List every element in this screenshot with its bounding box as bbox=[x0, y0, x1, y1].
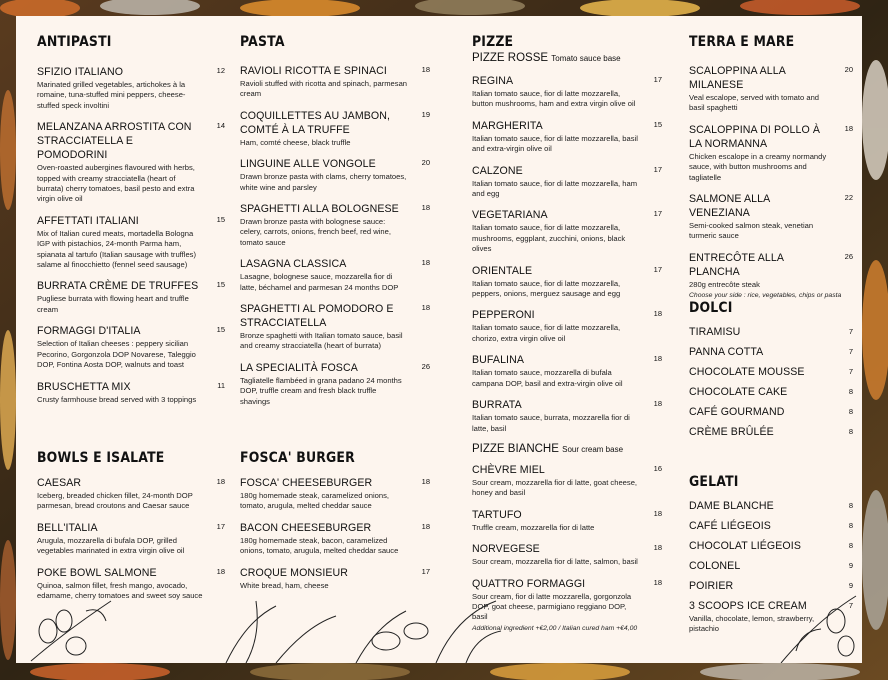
item-description: 280g entrecôte steak bbox=[689, 279, 760, 289]
menu-item bbox=[472, 398, 662, 434]
item-price: 18 bbox=[421, 303, 430, 313]
item-price: 15 bbox=[216, 214, 225, 224]
item-description: Veal escalope, served with tomato and basil spaghetti bbox=[689, 93, 820, 113]
section-title: FOSCA' BURGER bbox=[240, 450, 355, 466]
item-description: Semi-cooked salmon steak, venetian turmeric sauce bbox=[689, 221, 814, 241]
item-price: 18 bbox=[216, 566, 225, 576]
item-price: 22 bbox=[844, 193, 853, 203]
item-description: Drawn bronze pasta with clams, cherry tomatoes, white wine and parsley bbox=[240, 172, 407, 192]
section-terra bbox=[689, 34, 853, 299]
menu-item bbox=[240, 521, 430, 557]
item-description: Tagliatelle flambéed in grana padano 24 months DOP, truffle cream and fresh black truffle shavings bbox=[240, 375, 402, 406]
item-price: 7 bbox=[848, 601, 853, 610]
item-name: COQUILLETTES AU JAMBON, COMTÉ À LA TRUFFE bbox=[240, 109, 391, 136]
menu-item bbox=[689, 64, 853, 114]
item-price: 18 bbox=[421, 521, 430, 531]
subsection-rosse bbox=[472, 52, 662, 64]
item-description: Italian tomato sauce, fior di latte mozzarella, ham and egg bbox=[472, 178, 638, 199]
item-description: Italian tomato sauce, fior di latte mozzarella, peppers, onions, merguez sausage and egg bbox=[472, 278, 621, 299]
item-description: Drawn bronze pasta with bolognese sauce: celery, carrots, onions, french beef, red wine, tomato sauce bbox=[240, 217, 391, 247]
menu-item bbox=[240, 257, 430, 293]
menu-item bbox=[689, 520, 853, 533]
menu-item bbox=[240, 302, 430, 352]
olive-branch-icon bbox=[26, 591, 116, 663]
item-description: Bronze spaghetti with Italian tomato sauce, basil and creamy stracciatella (heart of burrata) bbox=[240, 331, 403, 351]
item-description: Italian tomato sauce, fior di latte mozzarella, mushrooms, eggplant, zucchini, onions, black olives bbox=[472, 223, 626, 254]
item-description: 180g homemade steak, caramelized onions, tomato, arugula, melted cheddar sauce bbox=[240, 491, 390, 511]
menu-item bbox=[689, 500, 853, 513]
item-price: 11 bbox=[217, 380, 225, 390]
item-name: POIRIER bbox=[689, 580, 734, 592]
item-price: 15 bbox=[216, 280, 225, 290]
item-name: BURRATA CRÈME DE TRUFFES bbox=[37, 280, 199, 293]
item-price: 20 bbox=[844, 65, 853, 74]
item-description: Sour cream, mozzarella fior di latte, salmon, basil bbox=[472, 557, 638, 567]
item-name: ENTRECÔTE ALLA PLANCHA bbox=[689, 251, 784, 278]
item-price: 15 bbox=[216, 325, 225, 335]
section-bowls bbox=[37, 450, 225, 610]
item-name: CRÈME BRÛLÉE bbox=[689, 426, 774, 438]
menu-item bbox=[240, 109, 430, 148]
item-price: 18 bbox=[421, 477, 430, 486]
item-name: CROQUE MONSIEUR bbox=[240, 566, 349, 579]
section-title: GELATI bbox=[689, 474, 739, 490]
item-description: Sour cream, mozzarella fior di latte, goat cheese, honey and basil bbox=[472, 477, 638, 498]
item-name: VEGETARIANA bbox=[472, 209, 548, 222]
item-name: CALZONE bbox=[472, 164, 523, 177]
item-name: AFFETTATI ITALIANI bbox=[37, 214, 139, 227]
item-name: POKE BOWL SALMONE bbox=[37, 566, 157, 579]
section-title: TERRA E MARE bbox=[689, 34, 795, 50]
menu-item bbox=[689, 326, 853, 339]
menu-item bbox=[37, 214, 225, 271]
menu-item bbox=[472, 463, 662, 499]
section-burger bbox=[240, 450, 430, 600]
menu-item bbox=[37, 65, 225, 111]
item-name: 3 SCOOPS ICE CREAM bbox=[689, 600, 807, 612]
item-list bbox=[689, 64, 853, 290]
menu-item bbox=[472, 119, 662, 155]
item-price: 8 bbox=[848, 521, 853, 530]
item-price: 15 bbox=[653, 119, 662, 129]
item-name: FORMAGGI D'ITALIA bbox=[37, 325, 141, 338]
item-price: 18 bbox=[653, 508, 662, 518]
item-name: CAFÉ GOURMAND bbox=[689, 406, 785, 418]
item-price: 8 bbox=[848, 387, 853, 396]
item-description: 180g homemade steak, bacon, caramelized onions, tomato, arugula, melted cheddar sauce bbox=[240, 535, 399, 556]
menu-item bbox=[689, 426, 853, 439]
item-price: 17 bbox=[421, 566, 430, 576]
item-description: Italian tomato sauce, fior di latte mozzarella, button mushrooms, ham and extra virgin olive oil bbox=[472, 89, 636, 109]
item-description: Italian tomato sauce, burrata, mozzarella fior di latte, basil bbox=[472, 413, 630, 433]
item-name: FOSCA' CHEESEBURGER bbox=[240, 477, 373, 489]
item-price: 18 bbox=[653, 399, 662, 409]
subsection-subtitle: Sour cream base bbox=[562, 444, 624, 454]
item-price: 18 bbox=[653, 354, 662, 364]
item-name: DAME BLANCHE bbox=[689, 500, 774, 512]
item-price: 14 bbox=[216, 121, 225, 131]
menu-item bbox=[689, 560, 853, 573]
item-name: LINGUINE ALLE VONGOLE bbox=[240, 158, 376, 171]
item-name: LASAGNA CLASSICA bbox=[240, 258, 347, 271]
menu-item bbox=[240, 566, 430, 591]
item-name: SCALOPPINA DI POLLO À LA NORMANNA bbox=[689, 123, 821, 150]
menu-item bbox=[472, 542, 662, 567]
item-name: BURRATA bbox=[472, 399, 522, 412]
item-name: COLONEL bbox=[689, 560, 741, 572]
item-name: CHÈVRE MIEL bbox=[472, 463, 545, 476]
subsection-bianche bbox=[472, 443, 662, 455]
item-name: TIRAMISU bbox=[689, 326, 741, 338]
menu-item bbox=[689, 386, 853, 399]
menu-item bbox=[472, 74, 662, 110]
item-name: BRUSCHETTA MIX bbox=[37, 380, 131, 393]
section-title: ANTIPASTI bbox=[37, 34, 112, 50]
item-description: Mix of Italian cured meats, mortadella Bologna IGP with pistachios, 24-month Parma ham, spianata al tartufo (Italian sausage with truffles) salame al finocchietto (fennel seed sausage) bbox=[37, 228, 196, 270]
item-name: MELANZANA ARROSTITA CON STRACCIATELLA E POMODORINI bbox=[37, 121, 192, 162]
section-pizze bbox=[472, 34, 662, 632]
item-name: PEPPERONI bbox=[472, 309, 535, 322]
item-description: Vanilla, chocolate, lemon, strawberry, pistachio bbox=[689, 614, 815, 634]
item-price: 18 bbox=[844, 123, 853, 133]
section-title: PIZZE bbox=[472, 34, 514, 50]
item-price: 9 bbox=[848, 581, 853, 590]
menu-item bbox=[37, 380, 225, 405]
menu-item bbox=[240, 64, 430, 100]
menu-item bbox=[37, 324, 225, 370]
item-name: SFIZIO ITALIANO bbox=[37, 66, 124, 78]
pizza-note: Additional ingredient +€2,00 / Italian cured ham +€4,00 bbox=[472, 624, 638, 632]
olive-branch-icon bbox=[776, 591, 862, 663]
item-price: 18 bbox=[216, 477, 225, 486]
item-list bbox=[689, 326, 853, 439]
item-list bbox=[240, 64, 430, 407]
item-price: 7 bbox=[848, 347, 853, 356]
menu-item bbox=[689, 251, 853, 290]
item-description: Oven-roasted aubergines flavoured with herbs, topped with creamy stracciatella (heart of burrata) cherry tomatoes, basil pesto and extra virgin olive oil bbox=[37, 163, 195, 204]
item-description: Iceberg, breaded chicken fillet, 24-month DOP parmesan, bread croutons and Caesar sauce bbox=[37, 491, 193, 511]
item-name: CHOCOLATE MOUSSE bbox=[689, 366, 805, 378]
item-name: SPAGHETTI ALLA BOLOGNESE bbox=[240, 203, 399, 216]
item-name: LA SPECIALITÀ FOSCA bbox=[240, 361, 358, 374]
item-price: 18 bbox=[421, 258, 430, 268]
section-pasta bbox=[240, 34, 430, 416]
item-description: Chicken escalope in a creamy normandy sauce, with button mushrooms and tagliatelle bbox=[689, 151, 827, 182]
item-price: 18 bbox=[653, 309, 662, 319]
menu-item bbox=[472, 164, 662, 200]
item-description: Marinated grilled vegetables, artichokes à la romaine, tuna-stuffed mini peppers, cheese-stuffed speck involtini bbox=[37, 80, 186, 110]
menu-item bbox=[37, 120, 225, 205]
menu-item bbox=[37, 279, 225, 315]
item-price: 17 bbox=[653, 75, 662, 84]
item-name: QUATTRO FORMAGGI bbox=[472, 577, 586, 590]
item-description: Arugula, mozzarella di bufala DOP, grilled vegetables marinated in extra virgin olive oil bbox=[37, 535, 185, 556]
section-antipasti bbox=[37, 34, 225, 414]
item-name: SALMONE ALLA VENEZIANA bbox=[689, 193, 770, 220]
menu-item bbox=[240, 361, 430, 407]
item-description: White bread, ham, cheese bbox=[240, 580, 329, 590]
item-name: RAVIOLI RICOTTA E SPINACI bbox=[240, 65, 387, 77]
item-description: Ravioli stuffed with ricotta and spinach, parmesan cream bbox=[240, 79, 408, 99]
item-price: 26 bbox=[844, 251, 853, 261]
item-list bbox=[37, 65, 225, 405]
menu-item bbox=[37, 521, 225, 557]
item-price: 9 bbox=[848, 561, 853, 570]
menu-item bbox=[37, 476, 225, 512]
item-price: 8 bbox=[848, 501, 853, 510]
menu-item bbox=[689, 366, 853, 379]
item-name: SCALOPPINA ALLA MILANESE bbox=[689, 65, 786, 91]
item-price: 17 bbox=[653, 209, 662, 219]
item-name: MARGHERITA bbox=[472, 119, 543, 132]
item-description: Italian tomato sauce, mozzarella di bufala campana DOP, basil and extra-virgin olive oil bbox=[472, 368, 623, 388]
item-name: REGINA bbox=[472, 75, 514, 87]
item-price: 7 bbox=[848, 367, 853, 376]
item-name: TARTUFO bbox=[472, 508, 522, 521]
subsection-subtitle: Tomato sauce base bbox=[551, 54, 621, 63]
item-price: 17 bbox=[653, 264, 662, 274]
item-price: 8 bbox=[848, 427, 853, 436]
item-description: Italian tomato sauce, fior di latte mozzarella, chorizo, extra virgin olive oil bbox=[472, 323, 621, 343]
menu-item bbox=[472, 264, 662, 300]
item-description: Crusty farmhouse bread served with 3 toppings bbox=[37, 394, 197, 404]
subsection-title: PIZZE ROSSE bbox=[472, 52, 549, 64]
item-name: CHOCOLAT LIÉGEOIS bbox=[689, 540, 801, 552]
item-description: Truffle cream, mozzarella fior di latte bbox=[472, 522, 595, 532]
item-price: 17 bbox=[653, 164, 662, 174]
item-name: BELL'ITALIA bbox=[37, 521, 98, 534]
section-title: PASTA bbox=[240, 34, 285, 50]
item-name: CAFÉ LIÉGEOIS bbox=[689, 520, 771, 532]
item-price: 26 bbox=[421, 361, 430, 371]
item-list bbox=[240, 476, 430, 591]
item-price: 8 bbox=[848, 407, 853, 416]
item-name: CAESAR bbox=[37, 477, 82, 489]
item-name: NORVEGESE bbox=[472, 543, 540, 556]
item-description: Sour cream, fior di latte mozzarella, gorgonzola DOP, goat cheese, parmigiano reggiano DOP, basil bbox=[472, 591, 632, 622]
item-list bbox=[37, 476, 225, 601]
item-description: Selection of Italian cheeses : peppery sicilian Pecorino, Gorgonzola DOP Novarese, Taleggio DOP, Fontina Aosta DOP, walnuts and toast bbox=[37, 339, 196, 370]
section-dolci bbox=[689, 300, 853, 446]
item-description: Italian tomato sauce, fior di latte mozzarella, basil and extra-virgin olive oil bbox=[472, 133, 638, 154]
item-description: Ham, comté cheese, black truffle bbox=[240, 137, 351, 147]
item-name: PANNA COTTA bbox=[689, 346, 764, 358]
menu-item bbox=[240, 202, 430, 248]
leaves-drawing-icon bbox=[216, 596, 506, 663]
section-title: BOWLS E ISALATE bbox=[37, 450, 165, 466]
item-description: Pugliese burrata with flowing heart and truffle cream bbox=[37, 294, 189, 314]
item-price: 17 bbox=[216, 521, 225, 531]
menu-item bbox=[240, 157, 430, 193]
item-price: 18 bbox=[421, 65, 430, 74]
item-name: BUFALINA bbox=[472, 354, 525, 367]
subsection-title: PIZZE BIANCHE bbox=[472, 442, 559, 455]
menu-item bbox=[689, 540, 853, 553]
menu-item bbox=[689, 346, 853, 359]
menu-item bbox=[689, 123, 853, 183]
item-name: SPAGHETTI AL POMODORO E STRACCIATELLA bbox=[240, 303, 394, 330]
item-price: 16 bbox=[653, 463, 662, 473]
section-title: DOLCI bbox=[689, 300, 733, 316]
item-price: 19 bbox=[421, 109, 430, 119]
menu-item bbox=[689, 406, 853, 419]
item-name: ORIENTALE bbox=[472, 264, 533, 277]
item-name: CHOCOLATE CAKE bbox=[689, 386, 788, 398]
item-list bbox=[472, 74, 662, 434]
item-price: 7 bbox=[848, 327, 853, 336]
menu-item bbox=[472, 308, 662, 344]
menu-item bbox=[472, 353, 662, 389]
menu-panel bbox=[16, 16, 862, 663]
side-note: Choose your side : rice, vegetables, chips or pasta bbox=[689, 292, 842, 300]
item-description: Quinoa, salmon fillet, fresh mango, avocado, edamame, cherry tomatoes and sweet soy sauce bbox=[37, 580, 203, 601]
item-price: 18 bbox=[653, 543, 662, 553]
menu-item bbox=[472, 208, 662, 254]
item-price: 20 bbox=[421, 158, 430, 168]
item-description: Lasagne, bolognese sauce, mozzarella fior di latte, béchamel and parmesan 24 months DOP bbox=[240, 272, 399, 292]
item-price: 12 bbox=[216, 66, 225, 75]
menu-item bbox=[472, 508, 662, 533]
item-name: BACON CHEESEBURGER bbox=[240, 521, 372, 534]
item-price: 18 bbox=[421, 203, 430, 213]
menu-item bbox=[240, 476, 430, 512]
item-price: 8 bbox=[848, 541, 853, 550]
item-price: 18 bbox=[653, 577, 662, 587]
menu-item bbox=[689, 192, 853, 242]
